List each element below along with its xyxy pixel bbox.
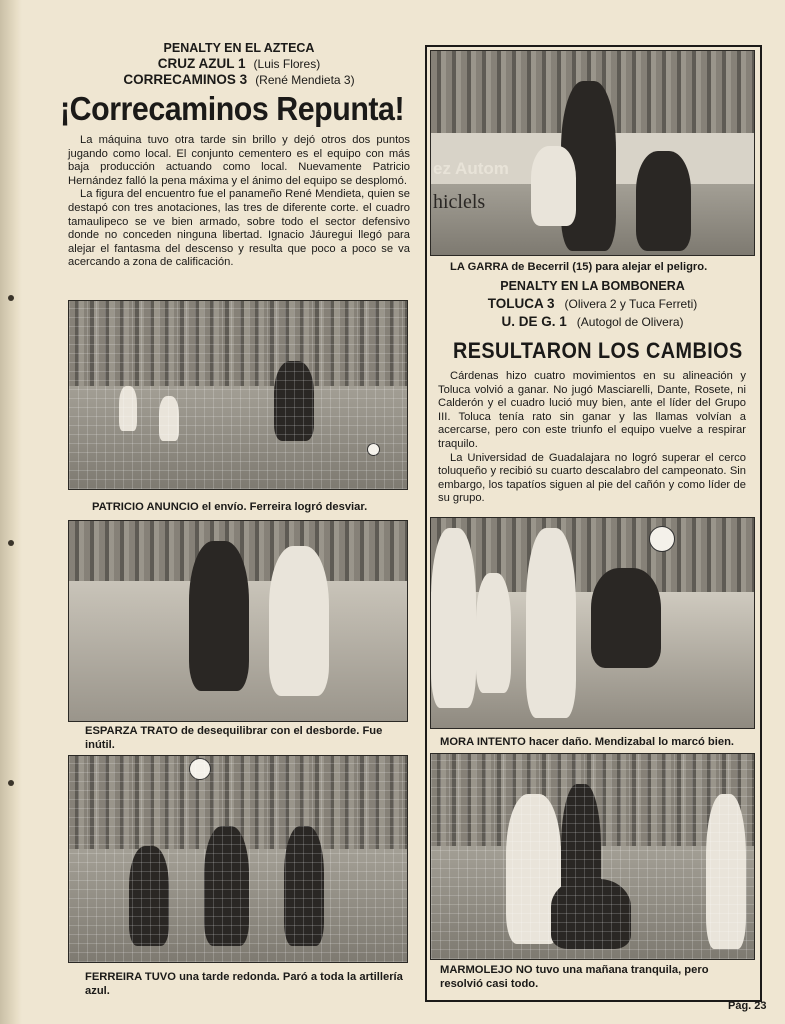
caption-text: de Becerril (15) para alejar el peligro. xyxy=(511,261,708,273)
match-label: PENALTY EN xyxy=(500,279,579,293)
match-header xyxy=(68,40,410,88)
team1-scorers: (Olivera 2 y Tuca Ferreti) xyxy=(564,297,698,311)
paragraph: La Universidad de Guadalajara no logró superar el cerco toluqueño y recibió su cuarto descalabro del campeonato. Sin embargo, los tapatíos siguen al pie del cañón y como líder de su grupo. xyxy=(438,451,746,505)
photo-becerril xyxy=(430,50,755,256)
staple-hole xyxy=(8,540,14,546)
team1: CRUZ AZUL 1 xyxy=(157,56,246,71)
stadium-banner-text: hiclels xyxy=(433,191,486,213)
article-body xyxy=(68,134,410,270)
team2: U. DE G. 1 xyxy=(501,314,567,329)
photo-mora xyxy=(430,517,755,729)
caption-lead: MARMOLEJO NO xyxy=(440,964,533,976)
photo-esparza xyxy=(68,520,408,722)
photo-goal-save xyxy=(68,300,408,490)
headline: ¡Correcaminos Repunta! xyxy=(60,90,405,127)
team1-scorers: (Luis Flores) xyxy=(253,57,321,71)
staple-hole xyxy=(8,295,14,301)
caption-text: el envío. Ferreira logró desviar. xyxy=(201,501,368,513)
photo-caption xyxy=(85,724,405,752)
caption-text: hacer daño. Mendizabal lo marcó bien. xyxy=(528,736,735,748)
photo-ferreira xyxy=(68,755,408,963)
caption-lead: MORA INTENTO xyxy=(440,736,526,748)
photo-caption xyxy=(85,970,405,998)
caption-text: una tarde redonda. Paró a toda la artillería azul. xyxy=(85,971,403,997)
caption-lead: LA GARRA xyxy=(450,261,509,273)
team2-scorers: (René Mendieta 3) xyxy=(255,73,355,87)
photo-caption xyxy=(450,260,707,274)
caption-text: de desequilibrar con el desborde. Fue inútil. xyxy=(85,725,383,751)
team1: TOLUCA 3 xyxy=(487,296,555,311)
paragraph: Cárdenas hizo cuatro movimientos en su alineación y Toluca volvió a ganar. No jugó Masciarelli, Dante, Rosete, ni Calderón y el cuadro lució muy bien, ante el líder del Grupo III. Toluca tenía rato sin ganar y las llamas volvían a acercarse, pero con este triunfo el equipo vuelve a respirar traquilo. xyxy=(438,370,746,450)
staple-hole xyxy=(8,780,14,786)
caption-text: tuvo una mañana tranquila, pero resolvió casi todo. xyxy=(440,964,709,990)
match-label: LA BOMBONERA xyxy=(581,279,685,293)
photo-caption xyxy=(92,500,367,514)
article-body xyxy=(438,370,746,506)
team2: CORRECAMINOS 3 xyxy=(123,72,248,87)
team2-scorers: (Autogol de Olivera) xyxy=(576,315,684,329)
caption-lead: PATRICIO ANUNCIO xyxy=(92,501,199,513)
caption-lead: ESPARZA TRATO xyxy=(85,725,178,737)
photo-caption xyxy=(440,963,752,991)
paragraph: La figura del encuentro fue el panameño René Mendieta, quien se destapó con tres anotaciones, las tres de diferente corte. el cuadro tamaulipeco se ve bien armado, sobre todo el sector defensivo donde no conceden ninguna libertad. Ignacio Jáuregui llegó para alejar el fantasma del descenso y resulta que poco a poco se va acercando a zona de calificación. xyxy=(68,188,410,269)
page-number: Pág. 23 xyxy=(728,1000,767,1012)
caption-lead: FERREIRA TUVO xyxy=(85,971,176,983)
photo-marmolejo xyxy=(430,753,755,960)
photo-caption xyxy=(440,735,734,749)
stadium-banner-text: ez Autom xyxy=(433,159,509,178)
match-header xyxy=(427,278,758,331)
paragraph: La máquina tuvo otra tarde sin brillo y dejó otros dos puntos jugando como local. El conjunto cementero es el equipo con más baja producción actuando como local. Nuevamente Patricio Hernández falló la pena máxima y el ánimo del equipo se desplomó. xyxy=(68,134,410,187)
headline: RESULTARON LOS CAMBIOS xyxy=(453,338,743,363)
left-article xyxy=(60,40,410,270)
match-label: PENALTY EN EL AZTECA xyxy=(163,41,315,55)
binding-spine xyxy=(0,0,22,1024)
